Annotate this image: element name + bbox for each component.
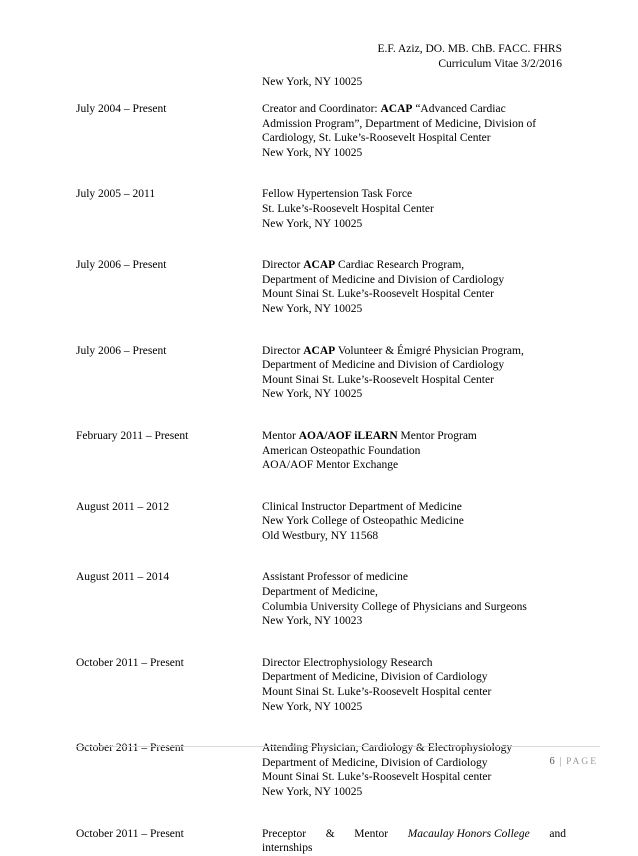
text-segment: Department of Medicine, Division of Cardiology [262, 671, 488, 684]
text-segment: Director [262, 259, 304, 272]
text-segment: AOA/AOF Mentor Exchange [262, 459, 399, 472]
text-segment: Mentor [354, 827, 389, 840]
appointment-date: October 2011 – Present [76, 827, 184, 840]
appointment-entry [76, 258, 566, 316]
description-line [262, 741, 566, 756]
text-segment: New York, NY 10025 [262, 217, 363, 230]
header-name: E.F. Aziz, DO. MB. ChB. FACC. FHRS [377, 43, 562, 55]
text-segment: Mentor Program [397, 429, 477, 442]
description-line [262, 841, 566, 856]
text-segment: “Advanced Cardiac [412, 103, 506, 115]
appointment-description [262, 102, 566, 160]
text-segment: Cardiac Research Program, [335, 259, 465, 272]
bold-program-name: AOA/AOF iLEARN [298, 429, 398, 442]
appointment-description [262, 741, 566, 799]
description-line [262, 102, 566, 117]
text-segment: New York, NY 10023 [262, 615, 363, 628]
description-line [262, 302, 566, 317]
description-line [262, 146, 566, 161]
text-segment: Mount Sinai St. Luke’s-Roosevelt Hospital center [262, 771, 492, 784]
description-line [262, 373, 566, 388]
text-segment: New York, NY 10025 [262, 302, 363, 315]
text-segment: Attending Physician, Cardiology & Electrophysiology [262, 742, 513, 755]
description-line [262, 600, 566, 615]
continued-address-line: New York, NY 10025 [262, 76, 363, 88]
text-segment: Preceptor [262, 827, 307, 840]
appointment-description [262, 827, 566, 856]
appointment-description [262, 187, 566, 231]
text-segment: Assistant Professor of medicine [262, 571, 408, 584]
bold-program-name: ACAP [303, 344, 336, 357]
text-segment: Admission Program”, Department of Medicine, Division of [262, 117, 537, 130]
description-line [262, 344, 566, 359]
description-line [262, 529, 566, 544]
appointment-entry [76, 429, 566, 473]
appointment-date: October 2011 – Present [76, 656, 184, 669]
description-line [262, 187, 566, 202]
appointment-entry [76, 102, 566, 160]
text-segment: Department of Medicine, Division of Cardiology [262, 756, 488, 769]
appointment-entry [76, 500, 566, 544]
text-segment: Creator and Coordinator: [262, 103, 381, 115]
description-line [262, 117, 566, 132]
appointment-description [262, 344, 566, 402]
text-segment: New York College of Osteopathic Medicine [262, 515, 464, 528]
description-line [262, 358, 566, 373]
bold-program-name: ACAP [303, 259, 336, 272]
appointment-description [262, 500, 566, 544]
appointment-description [262, 429, 566, 473]
header-cv-date: Curriculum Vitae 3/2/2016 [438, 58, 562, 70]
text-segment: St. Luke’s-Roosevelt Hospital Center [262, 202, 434, 215]
appointment-date: July 2005 – 2011 [76, 188, 156, 201]
page-number: 6 [549, 756, 555, 767]
text-segment: Mount Sinai St. Luke’s-Roosevelt Hospital Center [262, 288, 494, 301]
header-author-line [378, 42, 563, 57]
description-line [262, 458, 566, 473]
appointment-entry [76, 827, 566, 856]
text-segment: Mentor [262, 429, 299, 442]
description-line [262, 585, 566, 600]
description-line [262, 258, 566, 273]
description-line [262, 685, 566, 700]
appointment-date: July 2006 – Present [76, 259, 167, 272]
page-label: PAGE [566, 757, 598, 767]
description-line [262, 570, 566, 585]
bold-program-name: ACAP [380, 103, 413, 115]
text-segment: Director [262, 344, 304, 357]
appointment-entry [76, 741, 566, 799]
text-segment: and [549, 827, 566, 840]
appointment-date: July 2004 – Present [76, 103, 167, 115]
italic-college-name: Macaulay Honors College [407, 827, 530, 840]
description-line [262, 827, 566, 842]
appointment-description [262, 258, 566, 316]
text-segment: American Osteopathic Foundation [262, 444, 421, 457]
text-segment: New York, NY 10025 [262, 786, 363, 798]
description-line [262, 670, 566, 685]
page-footer [549, 756, 598, 767]
appointment-description [262, 570, 566, 628]
description-line [262, 514, 566, 529]
description-line [262, 131, 566, 146]
text-segment: Old Westbury, NY 11568 [262, 529, 379, 542]
footer-separator: | [559, 756, 562, 767]
text-segment: Department of Medicine and Division of Cardiology [262, 359, 505, 372]
appointment-date: July 2006 – Present [76, 344, 167, 357]
text-segment: New York, NY 10025 [262, 700, 363, 713]
appointment-description [262, 656, 566, 714]
appointment-date: August 2011 – 2012 [76, 500, 170, 513]
description-line [262, 217, 566, 232]
text-segment: Fellow Hypertension Task Force [262, 188, 413, 201]
appointments-list [76, 102, 566, 856]
text-segment: Volunteer & Émigré Physician Program, [335, 344, 524, 357]
description-line [262, 202, 566, 217]
description-line [262, 273, 566, 288]
text-segment: New York, NY 10025 [262, 388, 363, 401]
footer-divider [76, 746, 600, 747]
appointment-date: February 2011 – Present [76, 429, 189, 442]
description-line [262, 770, 566, 785]
text-segment: Mount Sinai St. Luke’s-Roosevelt Hospital Center [262, 373, 494, 386]
description-line [262, 656, 566, 671]
description-line [262, 700, 566, 715]
description-line [262, 287, 566, 302]
text-segment: New York, NY 10025 [262, 146, 363, 159]
appointment-entry [76, 187, 566, 231]
description-line [262, 756, 566, 771]
description-line [262, 444, 566, 459]
text-segment: Clinical Instructor Department of Medicine [262, 500, 462, 513]
text-segment: Department of Medicine, [262, 586, 378, 599]
appointment-date: October 2011 – Present [76, 742, 184, 755]
text-segment: Department of Medicine and Division of Cardiology [262, 273, 505, 286]
description-line [262, 429, 566, 444]
description-line [262, 614, 566, 629]
description-line [262, 387, 566, 402]
text-segment: Mount Sinai St. Luke’s-Roosevelt Hospital center [262, 686, 492, 699]
appointment-entry [76, 344, 566, 402]
appointment-entry [76, 570, 566, 628]
description-line [262, 500, 566, 515]
appointment-date: August 2011 – 2014 [76, 571, 170, 584]
appointment-entry [76, 656, 566, 714]
description-line [262, 785, 566, 800]
text-segment: Director Electrophysiology Research [262, 656, 433, 669]
text-segment: Columbia University College of Physicians and Surgeons [262, 600, 527, 613]
running-header [378, 42, 563, 72]
text-segment: Cardiology, St. Luke’s-Roosevelt Hospital Center [262, 132, 491, 145]
text-segment: internships [262, 842, 313, 855]
text-segment: & [325, 827, 335, 840]
